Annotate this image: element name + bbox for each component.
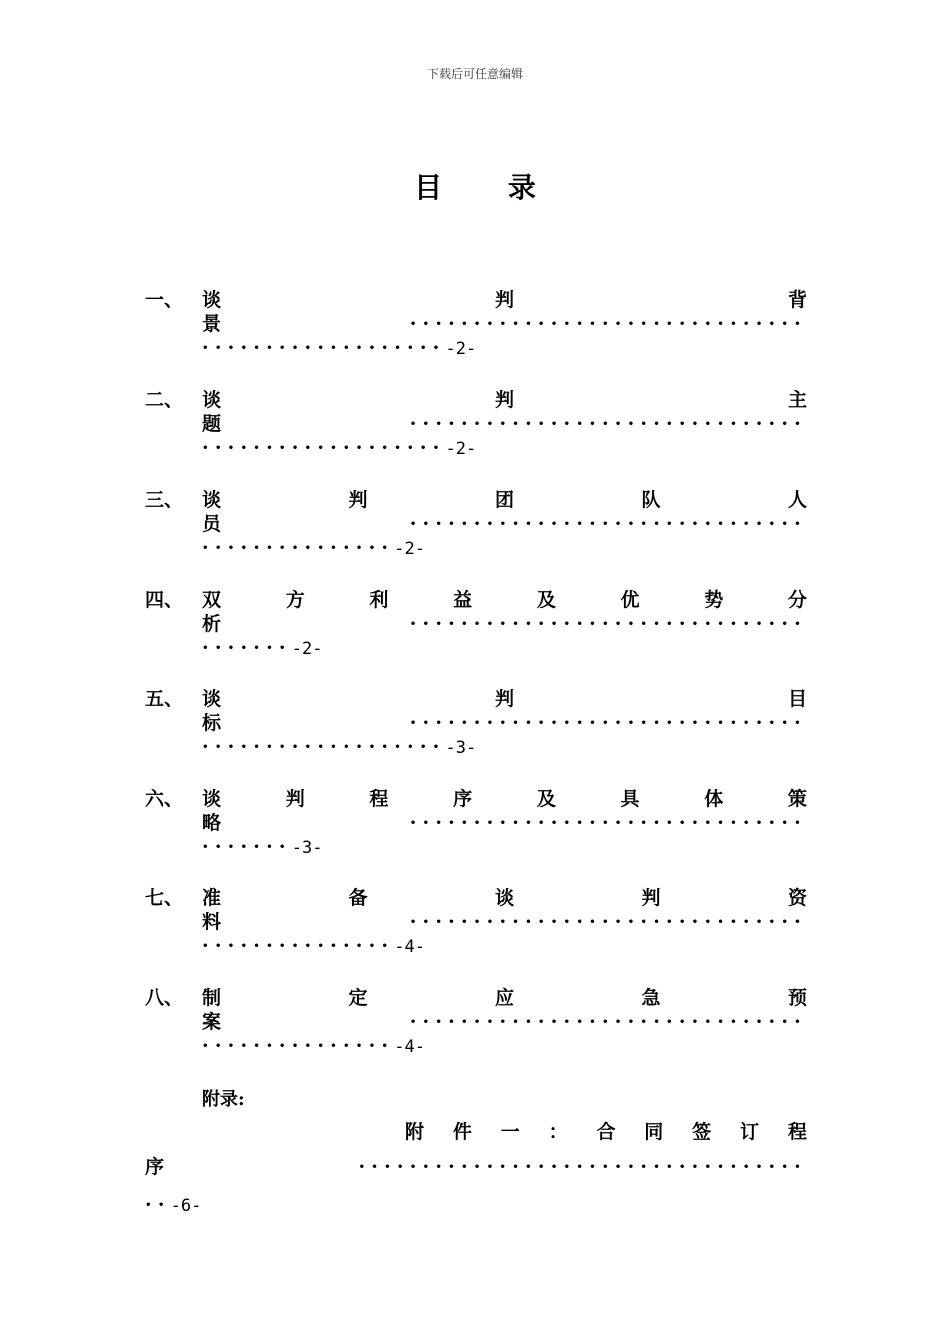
toc-entry-title-char: 谈 bbox=[202, 788, 222, 810]
toc-entry-title-last-char: 景 bbox=[202, 313, 222, 335]
leader-dots: ······························· bbox=[409, 313, 807, 335]
toc-entry-number: 二、 bbox=[145, 389, 184, 411]
toc-entry-title-char: 及 bbox=[536, 788, 556, 810]
toc-entry-line3 bbox=[202, 735, 476, 759]
page-number: -4- bbox=[394, 1037, 425, 1057]
toc-entry-title bbox=[202, 388, 807, 412]
leader-dots: ······· bbox=[202, 637, 292, 659]
toc-entry-title-char: 备 bbox=[348, 887, 368, 909]
appendix-label: 附录: bbox=[202, 1089, 245, 1110]
toc-entry-title bbox=[202, 886, 807, 910]
leader-dots: ······························· bbox=[409, 613, 807, 635]
leader-dots: ······························· bbox=[409, 812, 807, 834]
toc-entry[interactable] bbox=[0, 787, 950, 877]
toc-entry-title bbox=[202, 588, 807, 612]
toc-entry-title-char: 判 bbox=[348, 489, 368, 511]
toc-entry-line3 bbox=[202, 636, 322, 660]
appendix-attachment-title-char: 程 bbox=[787, 1121, 807, 1143]
appendix-attachment-title-char: 订 bbox=[740, 1121, 760, 1143]
toc-entry-title bbox=[202, 687, 807, 711]
toc-entry-title-last-char: 料 bbox=[202, 911, 222, 933]
appendix-attachment-line3 bbox=[145, 1193, 201, 1218]
toc-entry-number: 一、 bbox=[145, 289, 184, 311]
toc-entry-title-last-char: 员 bbox=[202, 513, 222, 535]
toc-entry-title bbox=[202, 288, 807, 312]
toc-entry-title-char: 判 bbox=[494, 289, 514, 311]
toc-entry-number: 四、 bbox=[145, 589, 184, 611]
toc-entry-title-char: 程 bbox=[369, 788, 389, 810]
leader-dots: ··································· bbox=[358, 1156, 807, 1178]
toc-entry[interactable] bbox=[0, 288, 950, 378]
toc-entry-number: 三、 bbox=[145, 489, 184, 511]
toc-entry-title-char: 谈 bbox=[202, 489, 222, 511]
toc-entry-title-last-char: 标 bbox=[202, 712, 222, 734]
toc-entry-title-last-char: 略 bbox=[202, 812, 222, 834]
toc-entry-title-char: 及 bbox=[536, 589, 556, 611]
leader-dots: ······························· bbox=[409, 513, 807, 535]
appendix-attachment-title-char: 附 bbox=[405, 1121, 425, 1143]
toc-entry-title bbox=[202, 488, 807, 512]
page-number: -6- bbox=[170, 1196, 202, 1216]
toc-entry-line3 bbox=[202, 1034, 425, 1058]
page-number: -3- bbox=[445, 738, 477, 758]
page-number: -2- bbox=[394, 539, 425, 559]
toc-entry-title-char: 双 bbox=[202, 589, 222, 611]
toc-entry-title-char: 背 bbox=[787, 289, 807, 311]
toc-entry-title-char: 分 bbox=[787, 589, 807, 611]
toc-entry-title-char: 应 bbox=[494, 987, 514, 1009]
toc-entry-title-char: 主 bbox=[787, 389, 807, 411]
toc-entry-title-char: 策 bbox=[787, 788, 807, 810]
toc-entry-title-char: 判 bbox=[641, 887, 661, 909]
toc-entry-title-last-char: 题 bbox=[202, 413, 222, 435]
toc-entry-title-char: 人 bbox=[787, 489, 807, 511]
toc-entry-number: 五、 bbox=[145, 688, 184, 710]
toc-entry[interactable] bbox=[0, 488, 950, 578]
toc-entry-line2 bbox=[202, 312, 807, 336]
appendix-attachment-title-char: 签 bbox=[692, 1121, 712, 1143]
appendix-attachment-line2 bbox=[145, 1155, 807, 1179]
toc-entry-title-char: 判 bbox=[285, 788, 305, 810]
leader-dots: ······· bbox=[202, 836, 292, 858]
toc-entry-title-char: 势 bbox=[704, 589, 724, 611]
toc-entry[interactable] bbox=[0, 588, 950, 678]
toc-entry-title-char: 准 bbox=[202, 887, 222, 909]
toc-entry-title-char: 利 bbox=[369, 589, 389, 611]
leader-dots: ··················· bbox=[202, 736, 446, 758]
toc-entry-title bbox=[202, 787, 807, 811]
toc-entry-title-char: 制 bbox=[202, 987, 222, 1009]
leader-dots: ··············· bbox=[202, 537, 395, 559]
toc-entry-line3 bbox=[202, 336, 476, 360]
toc-entry-title bbox=[202, 986, 807, 1010]
appendix-attachment-title-char: ： bbox=[548, 1121, 568, 1143]
appendix-attachment-title-char: 合 bbox=[596, 1121, 616, 1143]
toc-entry-number: 八、 bbox=[145, 987, 184, 1009]
toc-entry-line2 bbox=[202, 412, 807, 436]
toc-entry-title-last-char: 案 bbox=[202, 1011, 222, 1033]
page-title: 目 录 bbox=[414, 171, 564, 204]
toc-entry-title-char: 资 bbox=[787, 887, 807, 909]
leader-dots: ······························· bbox=[409, 413, 807, 435]
toc-entry-title-char: 谈 bbox=[494, 887, 514, 909]
toc-entry-line2 bbox=[202, 612, 807, 636]
appendix-attachment-last-char: 序 bbox=[145, 1156, 165, 1178]
toc-entry-number: 七、 bbox=[145, 887, 184, 909]
toc-entry-number: 六、 bbox=[145, 788, 184, 810]
toc-entry[interactable] bbox=[0, 388, 950, 478]
toc-entry-title-char: 判 bbox=[494, 389, 514, 411]
appendix-attachment-title-char: 一 bbox=[500, 1121, 520, 1143]
page-number: -2- bbox=[445, 339, 477, 359]
toc-entry-line3 bbox=[202, 436, 476, 460]
toc-entry-line3 bbox=[202, 536, 425, 560]
page-number: -4- bbox=[394, 937, 425, 957]
toc-entry-line3 bbox=[202, 835, 322, 859]
toc-entry-title-char: 优 bbox=[620, 589, 640, 611]
toc-entry-title-char: 谈 bbox=[202, 289, 222, 311]
leader-dots: ··················· bbox=[202, 337, 446, 359]
page-number: -2- bbox=[291, 639, 323, 659]
toc-entry-line2 bbox=[202, 512, 807, 536]
leader-dots: ······························· bbox=[409, 911, 807, 933]
toc-entry-line3 bbox=[202, 934, 425, 958]
toc-entry[interactable] bbox=[0, 986, 950, 1076]
toc-entry-line2 bbox=[202, 711, 807, 735]
page-number: -2- bbox=[445, 439, 477, 459]
leader-dots: ··············· bbox=[202, 1035, 395, 1057]
toc-entry-title-char: 定 bbox=[348, 987, 368, 1009]
toc-entry-title-char: 急 bbox=[641, 987, 661, 1009]
toc-entry-title-last-char: 析 bbox=[202, 613, 222, 635]
toc-entry-title-char: 谈 bbox=[202, 389, 222, 411]
toc-entry-title-char: 谈 bbox=[202, 688, 222, 710]
toc-entry-title-char: 预 bbox=[787, 987, 807, 1009]
page-number: -3- bbox=[291, 838, 323, 858]
appendix-attachment-title-char: 同 bbox=[644, 1121, 664, 1143]
leader-dots: ··············· bbox=[202, 935, 395, 957]
toc-entry-title-char: 队 bbox=[641, 489, 661, 511]
toc-entry-title-char: 方 bbox=[285, 589, 305, 611]
leader-dots: ······························· bbox=[409, 1011, 807, 1033]
toc-entry-title-char: 目 bbox=[787, 688, 807, 710]
toc-entry-title-char: 体 bbox=[704, 788, 724, 810]
page-header: 下载后可任意编辑 bbox=[426, 67, 523, 81]
toc-entry-title-char: 序 bbox=[453, 788, 473, 810]
toc-entry-title-char: 团 bbox=[494, 489, 514, 511]
toc-entry-line2 bbox=[202, 910, 807, 934]
appendix-attachment-title-char: 件 bbox=[452, 1121, 472, 1143]
leader-dots: ······························· bbox=[409, 712, 807, 734]
toc-entry[interactable] bbox=[0, 687, 950, 777]
appendix-attachment-title[interactable] bbox=[405, 1120, 807, 1144]
toc-entry-title-char: 具 bbox=[620, 788, 640, 810]
toc-entry-line2 bbox=[202, 811, 807, 835]
toc-entry-title-char: 判 bbox=[494, 688, 514, 710]
leader-dots: ··················· bbox=[202, 437, 446, 459]
toc-entry-line2 bbox=[202, 1010, 807, 1034]
toc-entry-title-char: 益 bbox=[453, 589, 473, 611]
leader-dots: ·· bbox=[145, 1194, 171, 1216]
toc-entry[interactable] bbox=[0, 886, 950, 976]
